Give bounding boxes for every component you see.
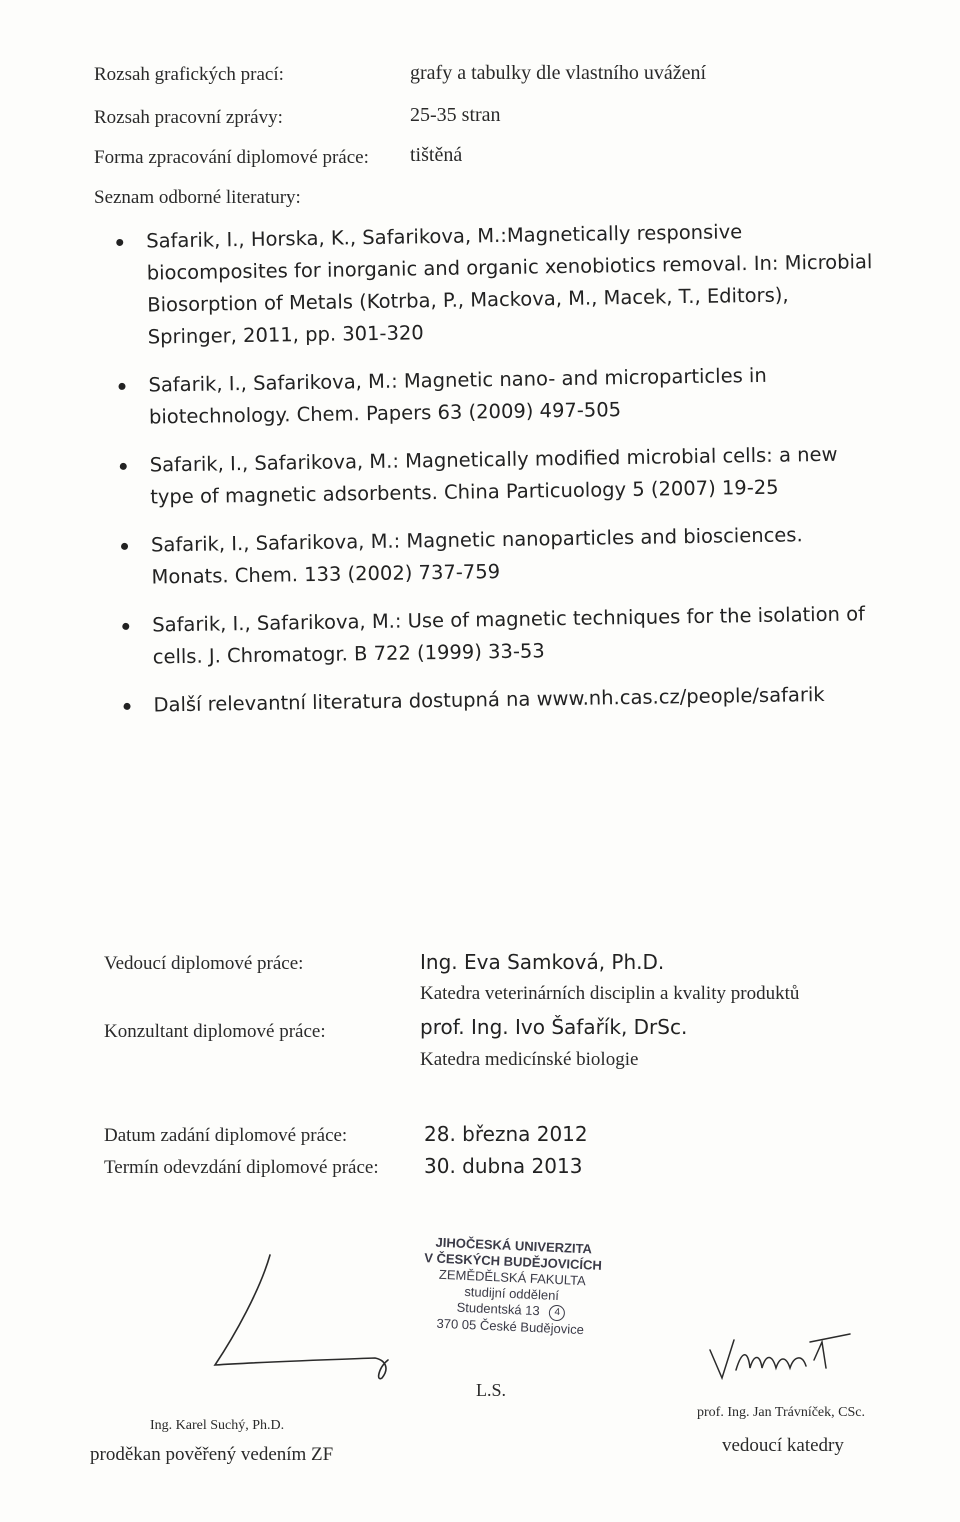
consultant-name: prof. Ing. Ivo Šafařík, DrSc. <box>420 1015 688 1039</box>
report-scope-label: Rozsah pracovní zprávy: <box>94 107 283 128</box>
list-item <box>116 214 878 354</box>
reference-text: Safarik, I., Horska, K., Safarikova, M.:Magnetically responsive biocomposites for inorganic and organic xenobiotics removal. In: Microbial Biosorption of Metals (Kotrba, P., Mackova, M., Macek, T., Editors), Springer, 2011, pp. 301-320 <box>146 220 873 349</box>
graphics-scope-value: grafy a tabulky dle vlastního uvážení <box>410 62 707 84</box>
deadline-value: 30. dubna 2013 <box>424 1154 583 1178</box>
bullet-icon <box>116 239 123 246</box>
literature-heading: Seznam odborné literatury: <box>94 187 301 208</box>
stamp-line: ZEMĚDĚLSKÁ FAKULTA <box>438 1266 587 1289</box>
reference-text: Safarik, I., Safarikova, M.: Use of magnetic techniques for the isolation of cells. J. Chromatogr. B 722 (1999) 33-53 <box>152 602 866 669</box>
list-item <box>120 438 881 514</box>
bullet-icon <box>121 543 128 550</box>
thesis-form-value: tištěná <box>410 144 463 166</box>
stamp-line: studijní oddělení <box>464 1283 560 1304</box>
stamp-line: 370 05 České Budějovice <box>436 1315 585 1337</box>
reference-text: Safarik, I., Safarikova, M.: Magnetically modified microbial cells: a new type of magnetic adsorbents. China Particuology 5 (2007) 19-25 <box>149 442 838 509</box>
signature-right <box>700 1320 860 1390</box>
dean-name: Ing. Karel Suchý, Ph.D. <box>150 1418 285 1433</box>
supervisor-name: Ing. Eva Samková, Ph.D. <box>420 950 665 974</box>
report-scope-value: 25-35 stran <box>410 104 501 126</box>
list-item <box>122 598 883 674</box>
dean-role: proděkan pověřený vedením ZF <box>90 1444 334 1465</box>
head-of-department-role: vedoucí katedry <box>722 1435 844 1456</box>
assignment-date-label: Datum zadání diplomové práce: <box>104 1125 348 1146</box>
faculty-stamp <box>410 1234 614 1339</box>
reference-text: Safarik, I., Safarikova, M.: Magnetic nanoparticles and biosciences. Monats. Chem. 133 (2002) 737-759 <box>150 523 803 589</box>
reference-text: Safarik, I., Safarikova, M.: Magnetic nano- and microparticles in biotechnology. Chem. Papers 63 (2009) 497-505 <box>148 363 767 429</box>
head-of-department-name: prof. Ing. Jan Trávníček, CSc. <box>697 1405 865 1420</box>
bullet-icon <box>123 703 130 710</box>
list-item <box>123 678 883 722</box>
consultant-department: Katedra medicínské biologie <box>420 1049 639 1070</box>
supervisor-label: Vedoucí diplomové práce: <box>104 953 304 974</box>
deadline-label: Termín odevzdání diplomové práce: <box>104 1157 379 1178</box>
supervisor-department: Katedra veterinárních disciplin a kvality produktů <box>420 983 800 1004</box>
bullet-icon <box>120 463 127 470</box>
thesis-form-label: Forma zpracování diplomové práce: <box>94 147 369 168</box>
signature-left <box>200 1250 400 1390</box>
list-item <box>121 518 882 594</box>
stamp-line: Studentská 13 4 <box>411 1298 612 1323</box>
stamp-line: JIHOČESKÁ UNIVERZITA <box>435 1234 593 1257</box>
stamp-line: V ČESKÝCH BUDĚJOVICÍCH <box>423 1250 603 1273</box>
list-item <box>118 358 879 434</box>
assignment-date-value: 28. března 2012 <box>424 1122 588 1146</box>
ls-mark: L.S. <box>476 1380 507 1400</box>
bullet-icon <box>118 383 125 390</box>
graphics-scope-label: Rozsah grafických prací: <box>94 64 284 85</box>
bullet-icon <box>122 623 129 630</box>
stamp-number: 4 <box>549 1304 566 1321</box>
consultant-label: Konzultant diplomové práce: <box>104 1021 326 1042</box>
reference-list <box>116 214 884 738</box>
reference-text: Další relevantní literatura dostupná na www.nh.cas.cz/people/safarik <box>153 682 825 717</box>
